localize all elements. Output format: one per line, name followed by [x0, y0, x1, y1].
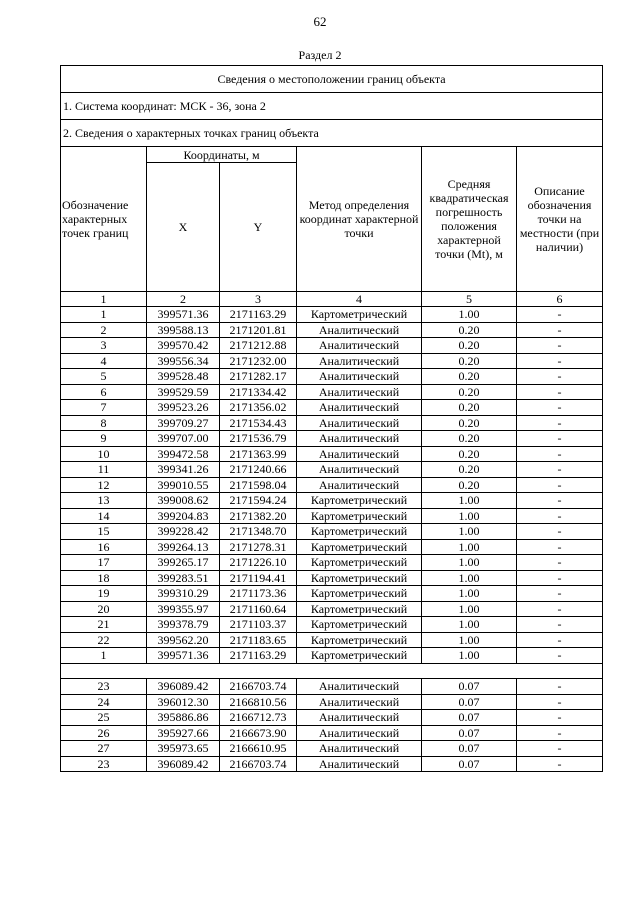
- column-number: 4: [297, 292, 422, 307]
- accuracy-cell: 1.00: [422, 307, 517, 323]
- x-cell: 399355.97: [147, 601, 220, 617]
- accuracy-cell: 0.20: [422, 415, 517, 431]
- table-row: [61, 586, 603, 602]
- x-cell: 399556.34: [147, 353, 220, 369]
- table-row: [61, 462, 603, 478]
- separator-row: [61, 663, 603, 679]
- y-cell: 2171103.37: [220, 617, 297, 633]
- method-cell: Аналитический: [297, 369, 422, 385]
- accuracy-cell: 1.00: [422, 555, 517, 571]
- table-row: [61, 446, 603, 462]
- accuracy-cell: 1.00: [422, 570, 517, 586]
- accuracy-cell: 0.20: [422, 338, 517, 354]
- method-cell: Картометрический: [297, 555, 422, 571]
- x-cell: 399588.13: [147, 322, 220, 338]
- table-row: [61, 632, 603, 648]
- point-cell: 23: [61, 679, 147, 695]
- point-cell: 13: [61, 493, 147, 509]
- accuracy-cell: 0.20: [422, 400, 517, 416]
- x-cell: 399265.17: [147, 555, 220, 571]
- description-cell: -: [517, 756, 603, 772]
- description-cell: -: [517, 570, 603, 586]
- method-cell: Аналитический: [297, 725, 422, 741]
- x-cell: 399570.42: [147, 338, 220, 354]
- description-cell: -: [517, 400, 603, 416]
- y-cell: 2171598.04: [220, 477, 297, 493]
- x-cell: 399341.26: [147, 462, 220, 478]
- accuracy-cell: 1.00: [422, 493, 517, 509]
- point-cell: 24: [61, 694, 147, 710]
- description-cell: -: [517, 710, 603, 726]
- description-cell: -: [517, 648, 603, 664]
- y-cell: 2171232.00: [220, 353, 297, 369]
- point-cell: 4: [61, 353, 147, 369]
- table-row: [61, 493, 603, 509]
- method-cell: Аналитический: [297, 338, 422, 354]
- accuracy-cell: 1.00: [422, 601, 517, 617]
- table-row: [61, 617, 603, 633]
- method-cell: Аналитический: [297, 400, 422, 416]
- y-cell: 2171173.36: [220, 586, 297, 602]
- x-cell: 399529.59: [147, 384, 220, 400]
- accuracy-cell: 0.20: [422, 322, 517, 338]
- accuracy-cell: 0.20: [422, 477, 517, 493]
- description-cell: -: [517, 601, 603, 617]
- x-cell: 395973.65: [147, 741, 220, 757]
- description-cell: -: [517, 477, 603, 493]
- point-cell: 6: [61, 384, 147, 400]
- description-cell: -: [517, 369, 603, 385]
- point-cell: 1: [61, 648, 147, 664]
- y-cell: 2171160.64: [220, 601, 297, 617]
- method-cell: Аналитический: [297, 710, 422, 726]
- page-number: 62: [313, 14, 327, 29]
- table-row: [61, 601, 603, 617]
- description-cell: -: [517, 725, 603, 741]
- method-cell: Аналитический: [297, 679, 422, 695]
- method-cell: Картометрический: [297, 493, 422, 509]
- accuracy-cell: 0.20: [422, 462, 517, 478]
- table-row: [61, 384, 603, 400]
- table-row: [61, 400, 603, 416]
- y-cell: 2171194.41: [220, 570, 297, 586]
- y-cell: 2166703.74: [220, 679, 297, 695]
- accuracy-cell: 1.00: [422, 648, 517, 664]
- y-cell: 2171163.29: [220, 307, 297, 323]
- method-cell: Аналитический: [297, 477, 422, 493]
- x-cell: 399709.27: [147, 415, 220, 431]
- header-accuracy: Средняя квадратическая погрешность положения характерной точки (Mt), м: [422, 147, 517, 292]
- description-cell: -: [517, 586, 603, 602]
- x-cell: 399523.26: [147, 400, 220, 416]
- method-cell: Картометрический: [297, 570, 422, 586]
- table-row: [61, 508, 603, 524]
- table-row: [61, 756, 603, 772]
- x-cell: 395886.86: [147, 710, 220, 726]
- x-cell: 399378.79: [147, 617, 220, 633]
- x-cell: 399472.58: [147, 446, 220, 462]
- y-cell: 2171348.70: [220, 524, 297, 540]
- y-cell: 2171183.65: [220, 632, 297, 648]
- table-row: [61, 353, 603, 369]
- table-row: [61, 539, 603, 555]
- table-row: [61, 415, 603, 431]
- description-cell: -: [517, 632, 603, 648]
- point-cell: 7: [61, 400, 147, 416]
- x-cell: 395927.66: [147, 725, 220, 741]
- description-cell: -: [517, 508, 603, 524]
- y-cell: 2171163.29: [220, 648, 297, 664]
- method-cell: Аналитический: [297, 322, 422, 338]
- method-cell: Картометрический: [297, 632, 422, 648]
- accuracy-cell: 1.00: [422, 586, 517, 602]
- method-cell: Картометрический: [297, 539, 422, 555]
- y-cell: 2171212.88: [220, 338, 297, 354]
- point-cell: 9: [61, 431, 147, 447]
- y-cell: 2171201.81: [220, 322, 297, 338]
- separator-cell: [61, 663, 603, 679]
- method-cell: Аналитический: [297, 415, 422, 431]
- accuracy-cell: 0.20: [422, 446, 517, 462]
- description-cell: -: [517, 322, 603, 338]
- method-cell: Аналитический: [297, 694, 422, 710]
- description-cell: -: [517, 617, 603, 633]
- point-cell: 1: [61, 307, 147, 323]
- point-cell: 22: [61, 632, 147, 648]
- description-cell: -: [517, 493, 603, 509]
- point-cell: 16: [61, 539, 147, 555]
- x-cell: 399228.42: [147, 524, 220, 540]
- x-cell: 399707.00: [147, 431, 220, 447]
- table-row: [61, 725, 603, 741]
- table-row: [61, 477, 603, 493]
- table-row: [61, 694, 603, 710]
- column-number: 6: [517, 292, 603, 307]
- x-cell: 399571.36: [147, 307, 220, 323]
- boundary-points-table: [60, 65, 603, 772]
- y-cell: 2171240.66: [220, 462, 297, 478]
- accuracy-cell: 0.07: [422, 694, 517, 710]
- description-cell: -: [517, 555, 603, 571]
- accuracy-cell: 0.07: [422, 741, 517, 757]
- y-cell: 2166610.95: [220, 741, 297, 757]
- y-cell: 2166703.74: [220, 756, 297, 772]
- method-cell: Аналитический: [297, 384, 422, 400]
- point-cell: 26: [61, 725, 147, 741]
- method-cell: Аналитический: [297, 353, 422, 369]
- y-cell: 2171282.17: [220, 369, 297, 385]
- header-row-1: [61, 147, 603, 163]
- method-cell: Аналитический: [297, 741, 422, 757]
- table-row: [61, 524, 603, 540]
- method-cell: Картометрический: [297, 648, 422, 664]
- y-cell: 2171278.31: [220, 539, 297, 555]
- description-cell: -: [517, 431, 603, 447]
- x-cell: 396089.42: [147, 679, 220, 695]
- table-row: [61, 431, 603, 447]
- table-row: [61, 570, 603, 586]
- header-x: X: [147, 163, 220, 292]
- table-row: [61, 338, 603, 354]
- column-number: 5: [422, 292, 517, 307]
- description-cell: -: [517, 307, 603, 323]
- description-cell: -: [517, 415, 603, 431]
- point-cell: 15: [61, 524, 147, 540]
- accuracy-cell: 0.07: [422, 679, 517, 695]
- y-cell: 2171382.20: [220, 508, 297, 524]
- accuracy-cell: 1.00: [422, 632, 517, 648]
- points-title: 2. Сведения о характерных точках границ объекта: [61, 120, 603, 147]
- description-cell: -: [517, 539, 603, 555]
- header-coords-group: Координаты, м: [147, 147, 297, 163]
- point-cell: 3: [61, 338, 147, 354]
- x-cell: 399264.13: [147, 539, 220, 555]
- point-cell: 23: [61, 756, 147, 772]
- column-number: 2: [147, 292, 220, 307]
- table-row: [61, 369, 603, 385]
- table-row: [61, 322, 603, 338]
- points-title-row: [61, 120, 603, 147]
- x-cell: 399571.36: [147, 648, 220, 664]
- coordinate-system-row: [61, 93, 603, 120]
- method-cell: Картометрический: [297, 601, 422, 617]
- point-cell: 5: [61, 369, 147, 385]
- description-cell: -: [517, 353, 603, 369]
- y-cell: 2166810.56: [220, 694, 297, 710]
- table-row: [61, 555, 603, 571]
- x-cell: 399562.20: [147, 632, 220, 648]
- description-cell: -: [517, 524, 603, 540]
- point-cell: 14: [61, 508, 147, 524]
- method-cell: Картометрический: [297, 524, 422, 540]
- column-number: 1: [61, 292, 147, 307]
- coordinate-system: 1. Система координат: МСК - 36, зона 2: [61, 93, 603, 120]
- accuracy-cell: 1.00: [422, 617, 517, 633]
- x-cell: 399283.51: [147, 570, 220, 586]
- point-cell: 17: [61, 555, 147, 571]
- y-cell: 2171534.43: [220, 415, 297, 431]
- table-row: [61, 710, 603, 726]
- accuracy-cell: 0.07: [422, 710, 517, 726]
- y-cell: 2166712.73: [220, 710, 297, 726]
- description-cell: -: [517, 694, 603, 710]
- point-cell: 19: [61, 586, 147, 602]
- accuracy-cell: 0.20: [422, 353, 517, 369]
- x-cell: 399204.83: [147, 508, 220, 524]
- description-cell: -: [517, 741, 603, 757]
- description-cell: -: [517, 384, 603, 400]
- description-cell: -: [517, 462, 603, 478]
- point-cell: 10: [61, 446, 147, 462]
- method-cell: Аналитический: [297, 446, 422, 462]
- description-cell: -: [517, 679, 603, 695]
- x-cell: 396089.42: [147, 756, 220, 772]
- accuracy-cell: 0.20: [422, 384, 517, 400]
- accuracy-cell: 0.20: [422, 431, 517, 447]
- accuracy-cell: 0.07: [422, 756, 517, 772]
- method-cell: Картометрический: [297, 508, 422, 524]
- table-row: [61, 679, 603, 695]
- header-description: Описание обозначения точки на местности (при наличии): [517, 147, 603, 292]
- table-title: Сведения о местоположении границ объекта: [61, 66, 603, 93]
- point-cell: 27: [61, 741, 147, 757]
- point-cell: 8: [61, 415, 147, 431]
- point-cell: 20: [61, 601, 147, 617]
- y-cell: 2166673.90: [220, 725, 297, 741]
- accuracy-cell: 1.00: [422, 539, 517, 555]
- y-cell: 2171334.42: [220, 384, 297, 400]
- x-cell: 399310.29: [147, 586, 220, 602]
- accuracy-cell: 1.00: [422, 508, 517, 524]
- point-cell: 11: [61, 462, 147, 478]
- section-title: Раздел 2: [298, 48, 342, 62]
- header-method: Метод определения координат характерной точки: [297, 147, 422, 292]
- description-cell: -: [517, 446, 603, 462]
- y-cell: 2171594.24: [220, 493, 297, 509]
- point-cell: 21: [61, 617, 147, 633]
- table-row: [61, 307, 603, 323]
- x-cell: 396012.30: [147, 694, 220, 710]
- y-cell: 2171363.99: [220, 446, 297, 462]
- table-row: [61, 741, 603, 757]
- y-cell: 2171536.79: [220, 431, 297, 447]
- description-cell: -: [517, 338, 603, 354]
- method-cell: Аналитический: [297, 431, 422, 447]
- header-point-label: Обозначение характерных точек границ: [61, 147, 147, 292]
- table-title-row: [61, 66, 603, 93]
- accuracy-cell: 0.20: [422, 369, 517, 385]
- x-cell: 399008.62: [147, 493, 220, 509]
- method-cell: Картометрический: [297, 586, 422, 602]
- x-cell: 399528.48: [147, 369, 220, 385]
- column-numbers-row: [61, 292, 603, 307]
- point-cell: 25: [61, 710, 147, 726]
- table-row: [61, 648, 603, 664]
- y-cell: 2171226.10: [220, 555, 297, 571]
- method-cell: Картометрический: [297, 617, 422, 633]
- header-y: Y: [220, 163, 297, 292]
- point-cell: 18: [61, 570, 147, 586]
- method-cell: Картометрический: [297, 307, 422, 323]
- point-cell: 12: [61, 477, 147, 493]
- method-cell: Аналитический: [297, 756, 422, 772]
- accuracy-cell: 0.07: [422, 725, 517, 741]
- method-cell: Аналитический: [297, 462, 422, 478]
- column-number: 3: [220, 292, 297, 307]
- x-cell: 399010.55: [147, 477, 220, 493]
- point-cell: 2: [61, 322, 147, 338]
- y-cell: 2171356.02: [220, 400, 297, 416]
- accuracy-cell: 1.00: [422, 524, 517, 540]
